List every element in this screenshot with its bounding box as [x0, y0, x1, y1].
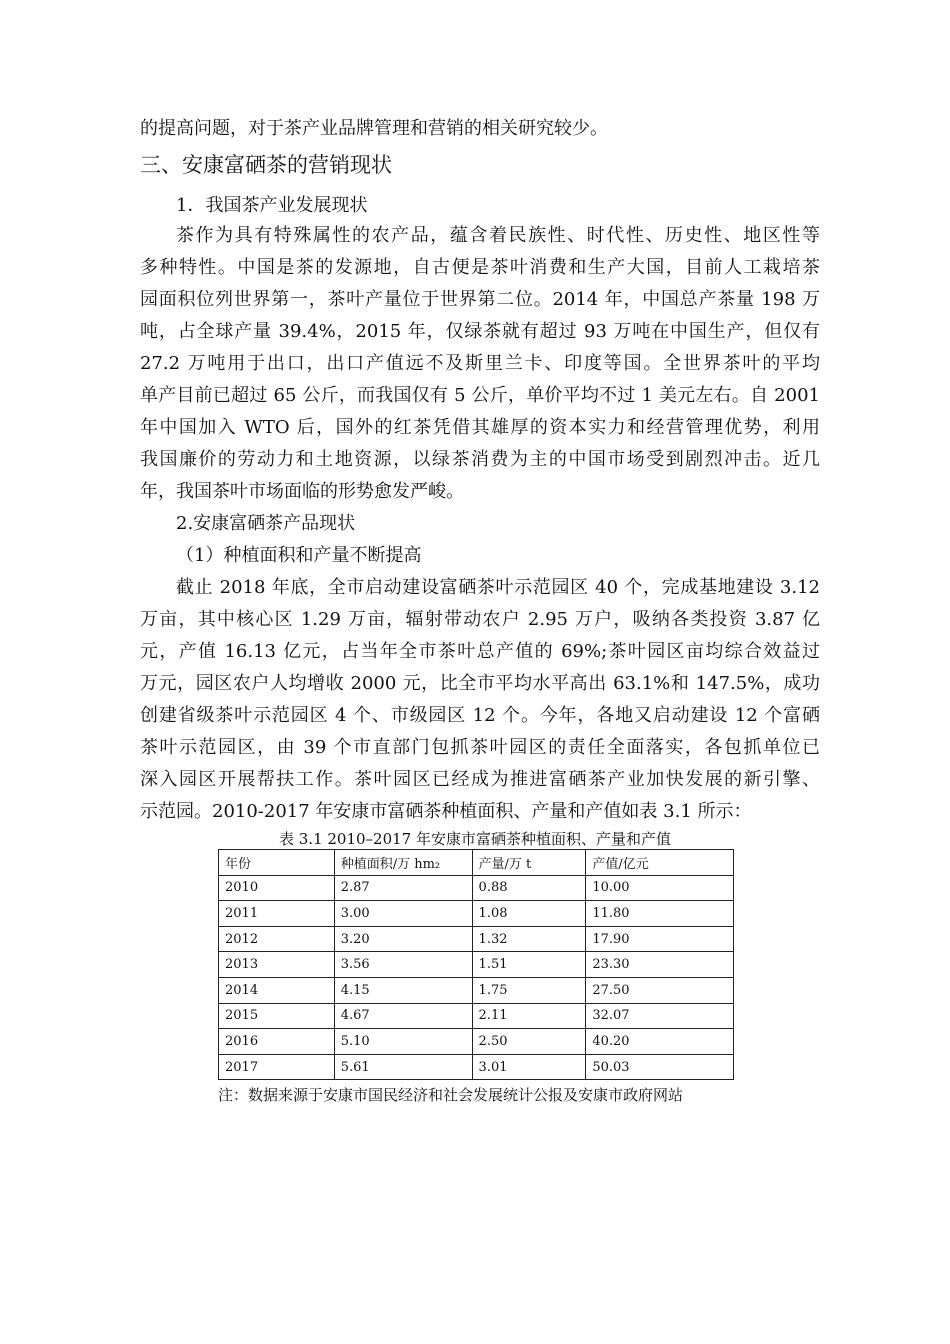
table-cell: 50.03	[586, 1054, 734, 1080]
table-cell: 32.07	[586, 1003, 734, 1029]
table-row	[219, 901, 734, 927]
paragraph-line: 吨，占全球产量 39.4%，2015 年，仅绿茶就有超过 93 万吨在中国生产，但仅有	[140, 321, 820, 342]
paragraph-line: 万元，园区农户人均增收 2000 元，比全市平均水平高出 63.1%和 147.5%，成功	[140, 673, 820, 694]
paragraph-line: 27.2 万吨用于出口，出口产值远不及斯里兰卡、印度等国。全世界茶叶的平均	[140, 353, 820, 374]
paragraph-line: 示范园。2010-2017 年安康市富硒茶种植面积、产量和产值如表 3.1 所示：	[140, 801, 752, 822]
table-header-cell: 年份	[219, 850, 335, 876]
table-source-note: 注：数据来源于安康市国民经济和社会发展统计公报及安康市政府网站	[218, 1086, 684, 1104]
table-cell: 2011	[219, 901, 335, 927]
table-cell: 10.00	[586, 875, 734, 901]
paragraph-line: 我国廉价的劳动力和土地资源，以绿茶消费为主的中国市场受到剧烈冲击。近几	[140, 449, 820, 470]
paragraph-line: 深入园区开展帮扶工作。茶叶园区已经成为推进富硒茶产业加快发展的新引擎、	[140, 769, 820, 790]
table-cell: 2015	[219, 1003, 335, 1029]
paragraph-line: 截止 2018 年底，全市启动建设富硒茶叶示范园区 40 个，完成基地建设 3.12	[176, 577, 820, 598]
table-row	[219, 1003, 734, 1029]
table-cell: 40.20	[586, 1029, 734, 1055]
table-cell: 2016	[219, 1029, 335, 1055]
table-cell: 4.15	[334, 977, 472, 1003]
paragraph-line: 园面积位列世界第一，茶叶产量位于世界第二位。2014 年，中国总产茶量 198 万	[140, 289, 820, 310]
table-cell: 2017	[219, 1054, 335, 1080]
table-cell: 1.32	[472, 926, 586, 952]
table-header-cell: 产值/亿元	[586, 850, 734, 876]
table-cell: 2.11	[472, 1003, 586, 1029]
table-row	[219, 875, 734, 901]
table-cell: 2.50	[472, 1029, 586, 1055]
paragraph-line: 年，我国茶叶市场面临的形势愈发严峻。	[140, 481, 464, 502]
table-row	[219, 1029, 734, 1055]
paragraph-line: 单产目前已超过 65 公斤，而我国仅有 5 公斤，单价平均不过 1 美元左右。自 2001	[140, 385, 820, 406]
paragraph-line: 创建省级茶叶示范园区 4 个、市级园区 12 个。今年，各地又启动建设 12 个富硒	[140, 705, 820, 726]
table-cell: 5.10	[334, 1029, 472, 1055]
table-cell: 1.08	[472, 901, 586, 927]
table-cell: 1.51	[472, 952, 586, 978]
table-row	[219, 1054, 734, 1080]
table-row	[219, 926, 734, 952]
table-cell: 23.30	[586, 952, 734, 978]
table-cell: 11.80	[586, 901, 734, 927]
table-cell: 3.56	[334, 952, 472, 978]
table-cell: 3.00	[334, 901, 472, 927]
table-header-cell: 产量/万 t	[472, 850, 586, 876]
section-heading: 三、安康富硒茶的营销现状	[140, 153, 392, 177]
table-cell: 5.61	[334, 1054, 472, 1080]
table-cell: 2014	[219, 977, 335, 1003]
paragraph-line: 的提高问题，对于茶产业品牌管理和营销的相关研究较少。	[140, 118, 608, 139]
paragraph-line: 万亩，其中核心区 1.29 万亩，辐射带动农户 2.95 万户，吸纳各类投资 3.87 亿	[140, 609, 820, 630]
paragraph-line: 茶作为具有特殊属性的农产品，蕴含着民族性、时代性、历史性、地区性等	[176, 225, 820, 246]
table-cell: 0.88	[472, 875, 586, 901]
table-row	[219, 952, 734, 978]
table-caption: 表 3.1 2010–2017 年安康市富硒茶种植面积、产量和产值	[278, 830, 671, 848]
table-header-cell: 种植面积/万 hm₂	[334, 850, 472, 876]
subsection-heading-2: 2.安康富硒茶产品现状	[176, 513, 356, 534]
subsection-heading-1: 1．我国茶产业发展现状	[176, 195, 368, 216]
table-cell: 27.50	[586, 977, 734, 1003]
table-cell: 1.75	[472, 977, 586, 1003]
table-header-row	[219, 850, 734, 876]
table-cell: 17.90	[586, 926, 734, 952]
table-cell: 3.20	[334, 926, 472, 952]
table-row	[219, 977, 734, 1003]
table-cell: 2010	[219, 875, 335, 901]
data-table	[218, 849, 734, 1080]
table-cell: 4.67	[334, 1003, 472, 1029]
paragraph-line: 年中国加入 WTO 后，国外的红茶凭借其雄厚的资本实力和经营管理优势，利用	[140, 417, 820, 438]
table-cell: 2012	[219, 926, 335, 952]
table-cell: 2013	[219, 952, 335, 978]
subsection-heading-3: （1）种植面积和产量不断提高	[176, 545, 422, 566]
paragraph-line: 多种特性。中国是茶的发源地，自古便是茶叶消费和生产大国，目前人工栽培茶	[140, 257, 820, 278]
paragraph-line: 茶叶示范园区，由 39 个市直部门包抓茶叶园区的责任全面落实，各包抓单位已	[140, 737, 820, 758]
table-cell: 3.01	[472, 1054, 586, 1080]
table-cell: 2.87	[334, 875, 472, 901]
paragraph-line: 元，产值 16.13 亿元，占当年全市茶叶总产值的 69%;茶叶园区亩均综合效益过	[140, 641, 820, 662]
